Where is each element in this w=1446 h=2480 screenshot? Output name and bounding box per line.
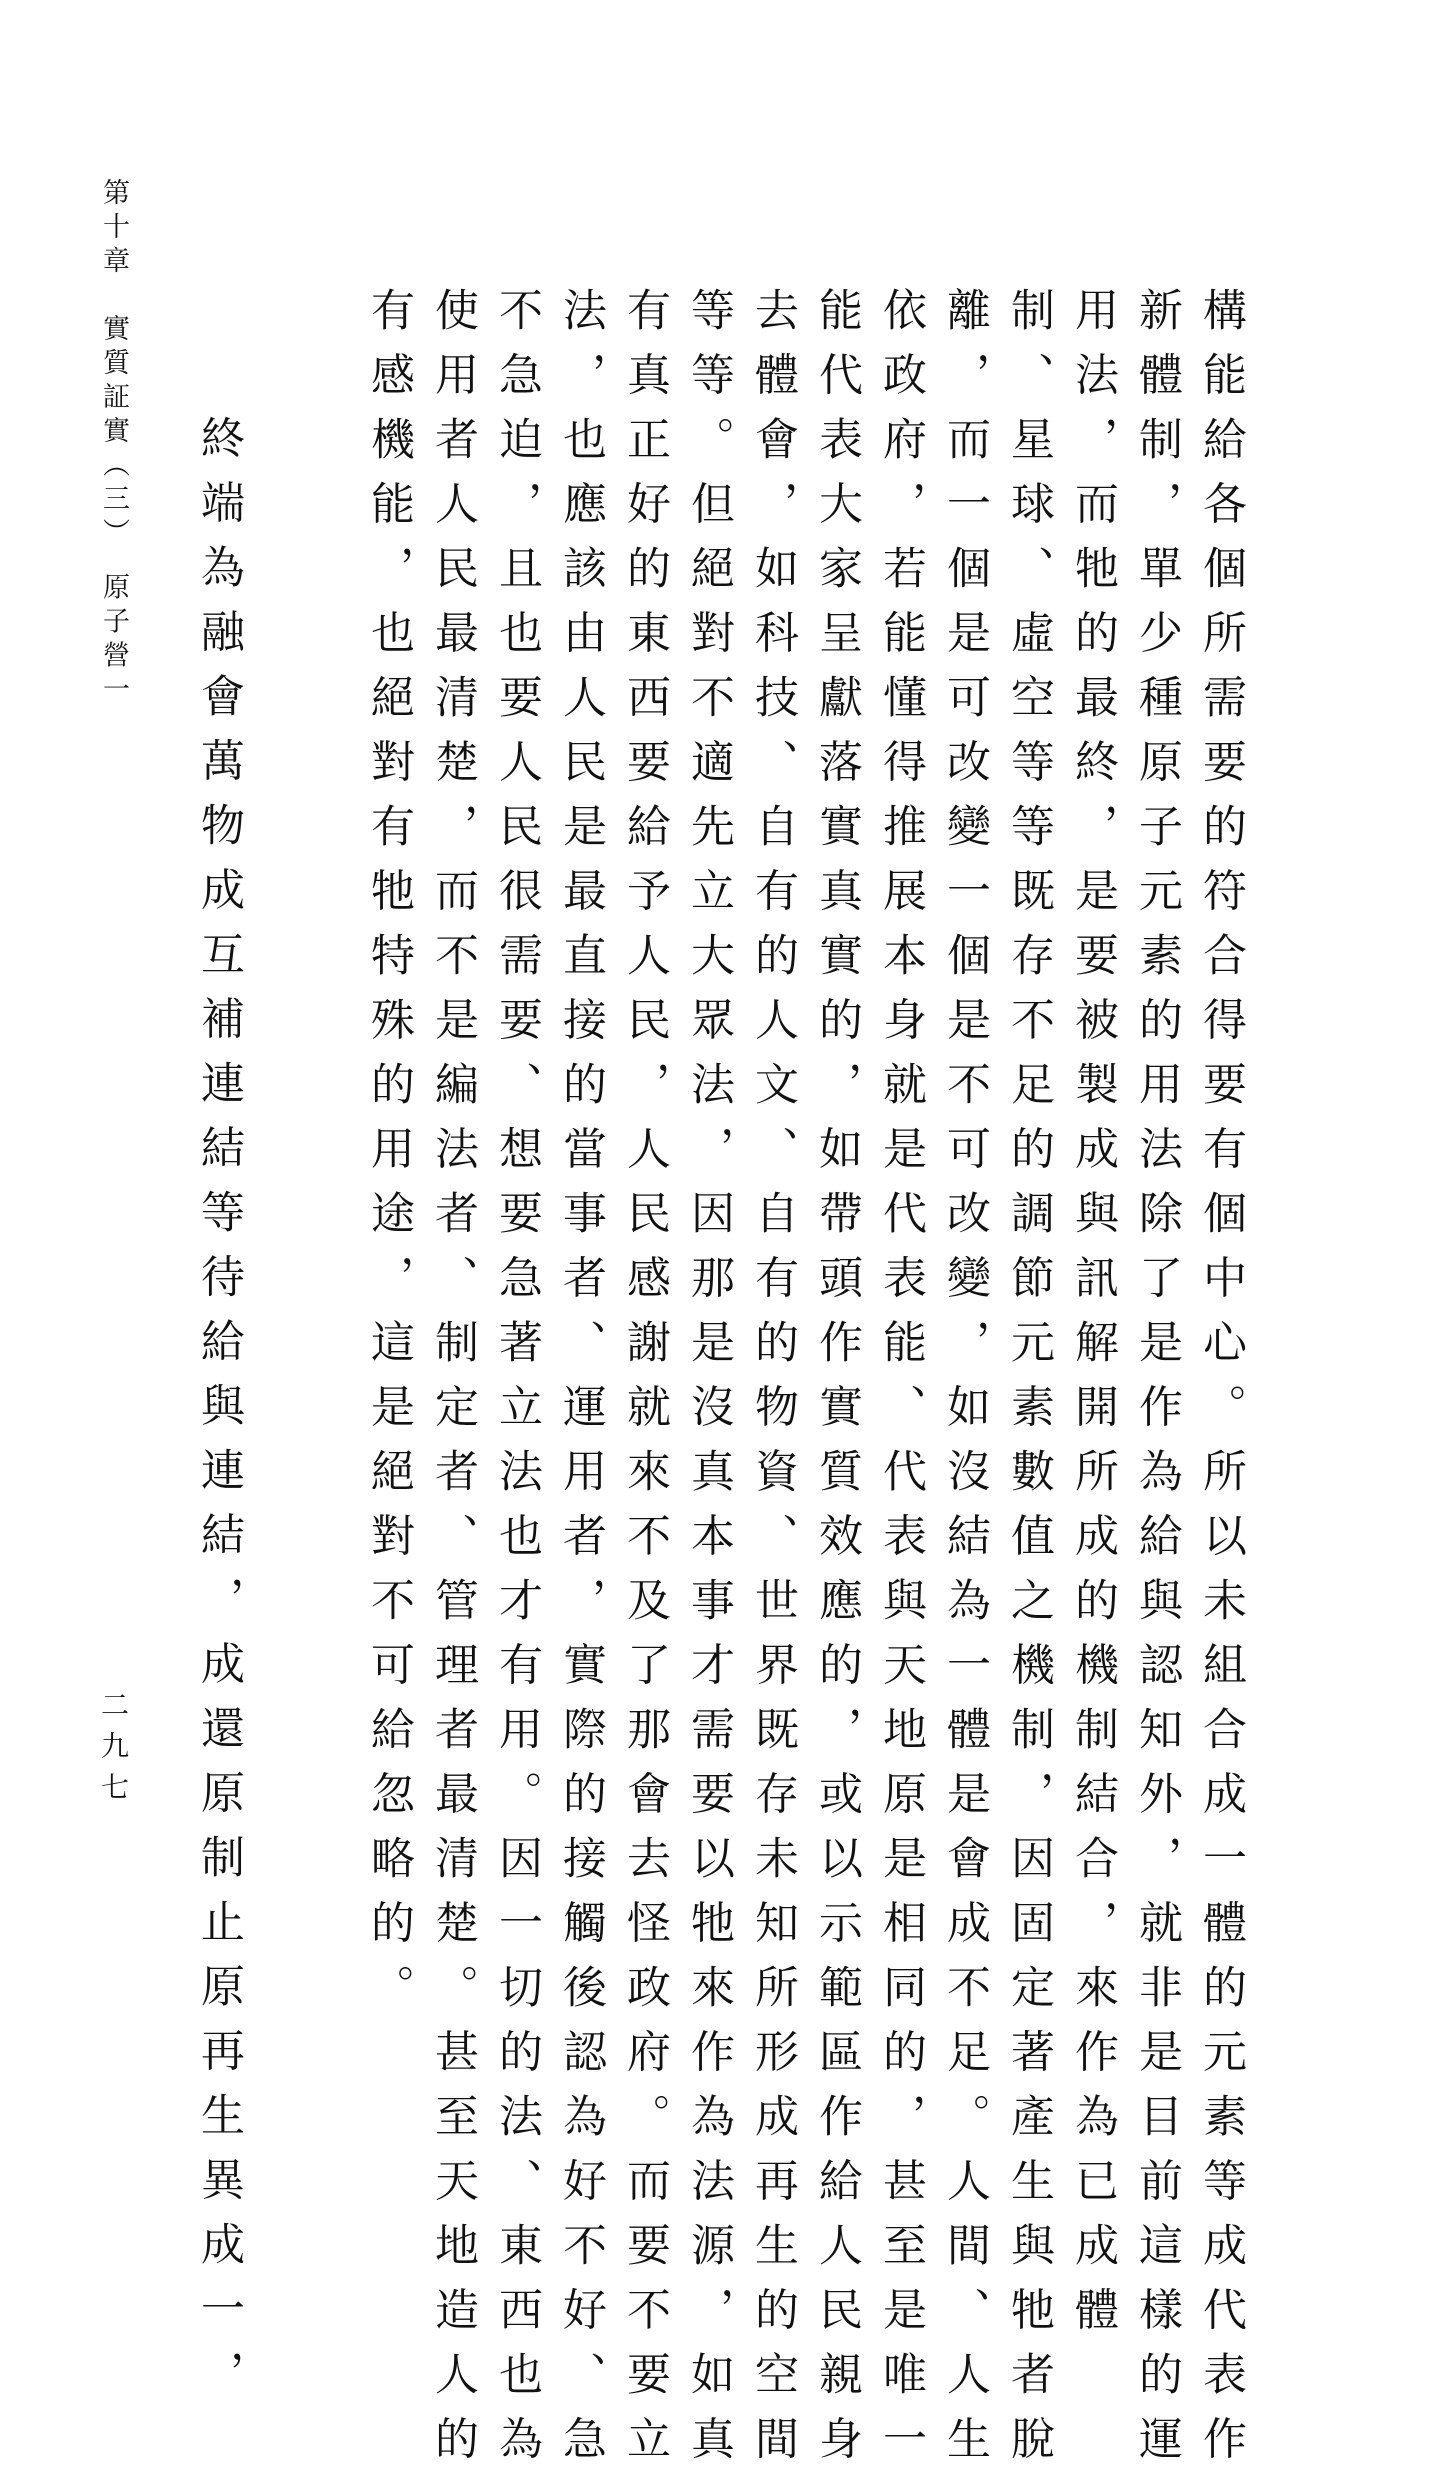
text-column: 使用者人民最清楚，而不是編法者、制定者、管理者最清楚。甚至天地造人的 (427, 287, 478, 2480)
text-column: 有真正好的東西要給予人民，人民感謝就來不及了那會去怪政府。而要不要立 (619, 287, 670, 2480)
text-column: 能代表大家呈獻落實真實的，如帶頭作實質效應的，或以示範區作給人民親身 (811, 287, 862, 2480)
text-column: 去體會，如科技、自有的人文、自有的物資、世界既存未知所形成再生的空間 (747, 287, 798, 2480)
text-column: 離，而一個是可改變一個是不可改變，如沒結為一體是會成不足。人間、人生 (939, 287, 990, 2480)
page-number: 二九七 (97, 1690, 130, 1813)
text-column: 依政府，若能懂得推展本身就是代表能、代表與天地原是相同的，甚至是唯一 (875, 287, 926, 2480)
text-column: 不急迫，且也要人民很需要、想要急著立法也才有用。因一切的法、東西也為 (491, 287, 542, 2480)
text-column: 用法，而牠的最終，是要被製成與訊解開所成的機制結合，來作為已成體 (1067, 287, 1118, 2351)
text-column: 制、星球、虛空等等既存不足的調節元素數值之機制，因固定著產生與牠者脫 (1003, 287, 1054, 2480)
text-column: 有感機能，也絕對有牠特殊的用途，這是絕對不可給忽略的。 (363, 287, 414, 2029)
text-column: 法，也應該由人民是最直接的當事者、運用者，實際的接觸後認為好不好、急 (555, 287, 606, 2480)
text-column: 等等。但絕對不適先立大眾法，因那是沒真本事才需要以牠來作為法源，如真 (683, 287, 734, 2480)
text-column: 構能給各個所需要的符合得要有個中心。所以未組合成一體的元素等成代表作 (1195, 287, 1246, 2480)
text-column: 終端為融會萬物成互補連結等待給與連結，成還原制止原再生異成一， (193, 415, 244, 2415)
running-header: 第十章 實質証實（三） 原子營一 (98, 178, 129, 709)
text-column: 新體制，單少種原子元素的用法除了是作為給與認知外，就非是目前這樣的運 (1131, 287, 1182, 2480)
